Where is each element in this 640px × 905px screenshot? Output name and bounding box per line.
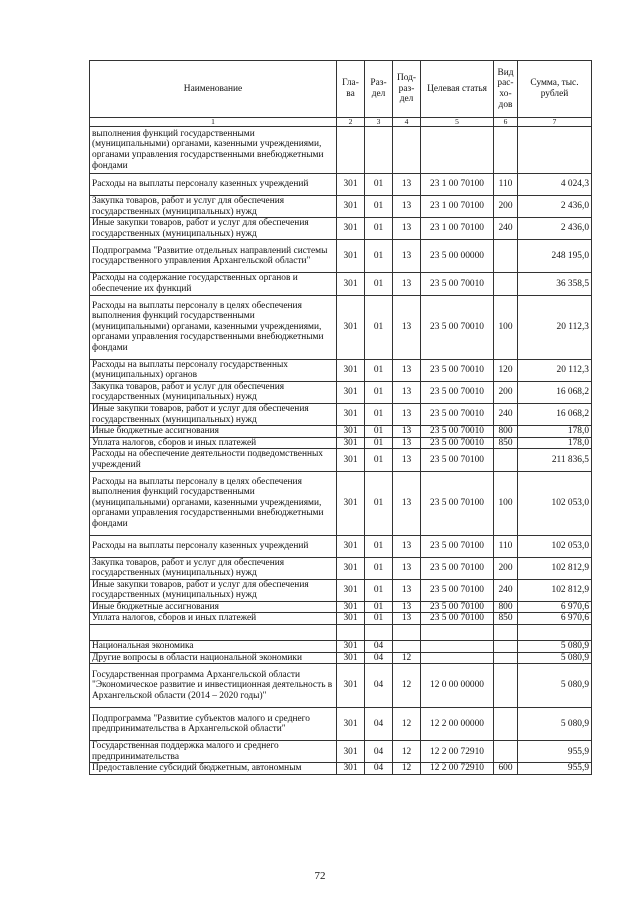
column-number: 5 [421,118,494,127]
cell-statya [421,625,494,641]
table-row [90,127,592,174]
column-number: 2 [337,118,365,127]
cell-summa: 20 112,3 [518,295,592,359]
cell-vid: 850 [494,613,518,625]
cell-statya: 23 5 00 70010 [421,359,494,381]
table-row [90,625,592,641]
cell-summa: 16 068,2 [518,381,592,403]
cell-razdel: 04 [365,641,393,653]
header-glava: Гла-ва [337,61,365,118]
cell-statya: 23 5 00 70010 [421,273,494,295]
table-row [90,196,592,218]
cell-podrazdel: 13 [393,437,421,449]
cell-statya: 12 2 00 72910 [421,741,494,763]
cell-name: Предоставление субсидий бюджетным, автономным [90,763,337,775]
header-vid: Вид рас-хо-дов [494,61,518,118]
cell-name: Национальная экономика [90,641,337,653]
cell-vid [494,652,518,664]
cell-podrazdel: 12 [393,664,421,708]
cell-statya: 23 5 00 70100 [421,471,494,535]
cell-vid [494,240,518,273]
cell-razdel: 01 [365,240,393,273]
cell-glava: 301 [337,664,365,708]
cell-vid [494,664,518,708]
column-number: 6 [494,118,518,127]
cell-razdel: 01 [365,218,393,240]
cell-razdel: 01 [365,471,393,535]
cell-podrazdel: 13 [393,579,421,601]
cell-statya: 23 5 00 00000 [421,240,494,273]
cell-name: Расходы на выплаты персоналу в целях обеспечения выполнения функций государственными (муниципальными) органами, казенными учреждениями, органами управления государственными внебюджетными фондами [90,295,337,359]
cell-statya: 23 1 00 70100 [421,196,494,218]
cell-razdel: 01 [365,535,393,557]
table-row [90,359,592,381]
cell-glava: 301 [337,579,365,601]
cell-summa: 2 436,0 [518,218,592,240]
cell-vid: 240 [494,579,518,601]
cell-razdel: 01 [365,613,393,625]
table-row [90,708,592,741]
page-number: 72 [314,870,326,882]
cell-summa: 2 436,0 [518,196,592,218]
cell-vid [494,741,518,763]
cell-razdel: 04 [365,763,393,775]
cell-statya: 12 0 00 00000 [421,664,494,708]
cell-summa: 5 080,9 [518,664,592,708]
cell-statya: 23 1 00 70100 [421,174,494,196]
cell-razdel: 01 [365,381,393,403]
table-row [90,763,592,775]
cell-vid [494,625,518,641]
cell-glava: 301 [337,652,365,664]
cell-statya: 23 5 00 70100 [421,613,494,625]
cell-vid: 100 [494,295,518,359]
cell-podrazdel: 13 [393,218,421,240]
header-razdel: Раз-дел [365,61,393,118]
table-row [90,641,592,653]
cell-summa: 102 053,0 [518,535,592,557]
cell-glava: 301 [337,403,365,425]
cell-podrazdel: 13 [393,174,421,196]
cell-vid [494,127,518,174]
cell-vid: 110 [494,535,518,557]
cell-summa: 6 970,6 [518,613,592,625]
cell-glava: 301 [337,359,365,381]
cell-glava: 301 [337,449,365,471]
cell-podrazdel: 13 [393,601,421,613]
header-podrazdel: Под-раз-дел [393,61,421,118]
cell-name: Подпрограмма "Развитие субъектов малого и среднего предпринимательства в Архангельской области" [90,708,337,741]
table-row [90,403,592,425]
table-row [90,471,592,535]
cell-vid: 120 [494,359,518,381]
header-summa: Сумма, тыс. рублей [518,61,592,118]
cell-name: Иные закупки товаров, работ и услуг для обеспечения государственных (муниципальных) нужд [90,403,337,425]
cell-name: Расходы на содержание государственных органов и обеспечение их функций [90,273,337,295]
cell-name: Уплата налогов, сборов и иных платежей [90,613,337,625]
table-row [90,741,592,763]
column-number: 1 [90,118,337,127]
cell-summa: 102 812,9 [518,557,592,579]
cell-podrazdel: 13 [393,535,421,557]
table-row [90,218,592,240]
table-row [90,240,592,273]
cell-name: Государственная поддержка малого и среднего предпринимательства [90,741,337,763]
cell-podrazdel [393,625,421,641]
cell-statya: 12 2 00 72910 [421,763,494,775]
cell-statya: 23 5 00 70010 [421,295,494,359]
cell-name: Уплата налогов, сборов и иных платежей [90,437,337,449]
cell-summa: 5 080,9 [518,708,592,741]
cell-name: Закупка товаров, работ и услуг для обеспечения государственных (муниципальных) нужд [90,557,337,579]
cell-vid: 100 [494,471,518,535]
cell-podrazdel: 12 [393,652,421,664]
cell-razdel: 01 [365,174,393,196]
cell-razdel: 01 [365,359,393,381]
cell-glava: 301 [337,381,365,403]
table-row [90,664,592,708]
cell-vid [494,449,518,471]
column-number: 4 [393,118,421,127]
cell-vid: 200 [494,557,518,579]
cell-podrazdel: 13 [393,240,421,273]
table-row [90,652,592,664]
column-number: 3 [365,118,393,127]
cell-glava: 301 [337,273,365,295]
cell-glava: 301 [337,741,365,763]
cell-summa: 955,9 [518,741,592,763]
cell-summa: 4 024,3 [518,174,592,196]
cell-podrazdel: 13 [393,613,421,625]
cell-razdel: 04 [365,741,393,763]
cell-summa: 5 080,9 [518,641,592,653]
cell-name: Расходы на выплаты персоналу государственных (муниципальных) органов [90,359,337,381]
table-row [90,437,592,449]
cell-razdel: 01 [365,295,393,359]
cell-vid [494,641,518,653]
cell-podrazdel [393,127,421,174]
cell-vid: 800 [494,426,518,438]
cell-glava: 301 [337,613,365,625]
cell-vid: 200 [494,381,518,403]
cell-razdel: 01 [365,601,393,613]
cell-glava: 301 [337,295,365,359]
cell-name: Другие вопросы в области национальной экономики [90,652,337,664]
cell-glava: 301 [337,471,365,535]
cell-razdel: 01 [365,557,393,579]
column-number: 7 [518,118,592,127]
cell-name: Подпрограмма "Развитие отдельных направлений системы государственного управления Архангельской области" [90,240,337,273]
table-row [90,613,592,625]
cell-summa [518,127,592,174]
cell-vid: 110 [494,174,518,196]
cell-glava: 301 [337,641,365,653]
cell-glava: 301 [337,240,365,273]
cell-podrazdel: 13 [393,196,421,218]
cell-vid [494,708,518,741]
cell-razdel: 01 [365,403,393,425]
cell-razdel: 01 [365,426,393,438]
cell-statya: 23 5 00 70100 [421,579,494,601]
cell-summa: 20 112,3 [518,359,592,381]
cell-summa: 102 812,9 [518,579,592,601]
cell-razdel: 04 [365,708,393,741]
cell-vid: 800 [494,601,518,613]
cell-statya: 23 1 00 70100 [421,218,494,240]
cell-statya: 23 5 00 70010 [421,381,494,403]
cell-razdel: 01 [365,579,393,601]
cell-glava: 301 [337,535,365,557]
cell-name [90,625,337,641]
cell-name: Закупка товаров, работ и услуг для обеспечения государственных (муниципальных) нужд [90,196,337,218]
cell-name: Государственная программа Архангельской области "Экономическое развитие и инвестиционная деятельность в Архангельской области (2014 – 2020 годы)" [90,664,337,708]
header-statya: Целевая статья [421,61,494,118]
cell-summa: 211 836,5 [518,449,592,471]
table-row [90,449,592,471]
cell-podrazdel: 13 [393,273,421,295]
cell-razdel: 01 [365,449,393,471]
cell-podrazdel: 13 [393,403,421,425]
cell-podrazdel: 13 [393,471,421,535]
cell-summa: 5 080,9 [518,652,592,664]
cell-vid: 200 [494,196,518,218]
cell-name: выполнения функций государственными (муниципальными) органами, казенными учреждениями, органами управления государственными внебюджетными фондами [90,127,337,174]
cell-vid: 600 [494,763,518,775]
cell-summa: 178,0 [518,437,592,449]
cell-podrazdel [393,641,421,653]
cell-razdel [365,625,393,641]
cell-glava: 301 [337,708,365,741]
cell-statya: 23 5 00 70100 [421,535,494,557]
table-row [90,579,592,601]
cell-glava: 301 [337,174,365,196]
cell-glava [337,127,365,174]
cell-statya [421,127,494,174]
cell-statya: 23 5 00 70010 [421,437,494,449]
cell-name: Расходы на выплаты персоналу в целях обеспечения выполнения функций государственными (муниципальными) органами, казенными учреждениями, органами управления государственными внебюджетными фондами [90,471,337,535]
cell-podrazdel: 13 [393,381,421,403]
cell-name: Закупка товаров, работ и услуг для обеспечения государственных (муниципальных) нужд [90,381,337,403]
table-row [90,295,592,359]
cell-name: Иные закупки товаров, работ и услуг для обеспечения государственных (муниципальных) нужд [90,579,337,601]
cell-name: Расходы на выплаты персоналу казенных учреждений [90,174,337,196]
cell-summa: 955,9 [518,763,592,775]
cell-podrazdel: 12 [393,763,421,775]
cell-podrazdel: 13 [393,426,421,438]
cell-statya: 12 2 00 00000 [421,708,494,741]
cell-name: Иные бюджетные ассигнования [90,426,337,438]
cell-statya: 23 5 00 70100 [421,449,494,471]
cell-glava [337,625,365,641]
cell-summa: 102 053,0 [518,471,592,535]
cell-glava: 301 [337,557,365,579]
cell-razdel: 01 [365,196,393,218]
cell-statya [421,652,494,664]
cell-podrazdel: 13 [393,557,421,579]
cell-glava: 301 [337,426,365,438]
cell-summa [518,625,592,641]
cell-name: Иные закупки товаров, работ и услуг для обеспечения государственных (муниципальных) нужд [90,218,337,240]
cell-statya [421,641,494,653]
table-row [90,601,592,613]
cell-podrazdel: 12 [393,708,421,741]
cell-statya: 23 5 00 70100 [421,601,494,613]
cell-glava: 301 [337,601,365,613]
table-row [90,381,592,403]
cell-glava: 301 [337,218,365,240]
cell-summa: 36 358,5 [518,273,592,295]
column-number-row [90,118,592,127]
cell-glava: 301 [337,437,365,449]
cell-podrazdel: 12 [393,741,421,763]
table-row [90,426,592,438]
budget-table [89,60,592,775]
cell-vid [494,273,518,295]
cell-name: Иные бюджетные ассигнования [90,601,337,613]
cell-summa: 248 195,0 [518,240,592,273]
cell-statya: 23 5 00 70010 [421,403,494,425]
cell-razdel: 01 [365,437,393,449]
cell-podrazdel: 13 [393,295,421,359]
table-row [90,557,592,579]
cell-summa: 178,0 [518,426,592,438]
cell-glava: 301 [337,763,365,775]
table-row [90,535,592,557]
cell-podrazdel: 13 [393,359,421,381]
cell-statya: 23 5 00 70010 [421,426,494,438]
table-header-row [90,61,592,118]
cell-razdel: 04 [365,652,393,664]
cell-vid: 850 [494,437,518,449]
cell-name: Расходы на обеспечение деятельности подведомственных учреждений [90,449,337,471]
cell-podrazdel: 13 [393,449,421,471]
cell-summa: 6 970,6 [518,601,592,613]
cell-statya: 23 5 00 70100 [421,557,494,579]
cell-razdel: 04 [365,664,393,708]
cell-name: Расходы на выплаты персоналу казенных учреждений [90,535,337,557]
table-body [90,127,592,775]
cell-vid: 240 [494,218,518,240]
cell-summa: 16 068,2 [518,403,592,425]
cell-razdel [365,127,393,174]
table-row [90,174,592,196]
cell-glava: 301 [337,196,365,218]
cell-vid: 240 [494,403,518,425]
table-row [90,273,592,295]
header-name: Наименование [90,61,337,118]
cell-razdel: 01 [365,273,393,295]
